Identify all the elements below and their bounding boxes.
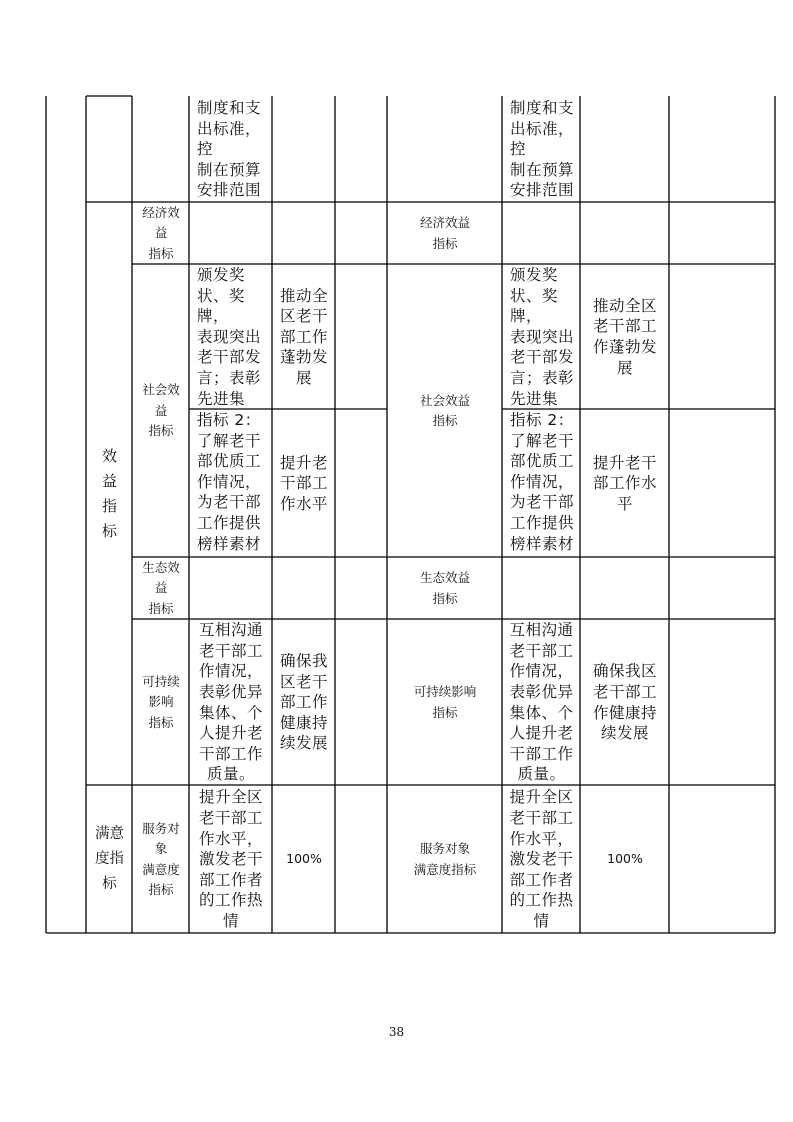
social-item1-content-right: 颁发奖 状、奖牌， 表现突出 老干部发 言；表彰 先进集 (510, 266, 575, 408)
sustainable-content: 互相沟通 老干部工 作情况， 表彰优异 集体、个 人提升老 干部工作 质量。 (198, 621, 263, 784)
benefit-indicator-group: 效 益 指 标 (101, 447, 117, 540)
satisfaction-indicator-label: 服务对 象 满意度 指标 (142, 820, 180, 897)
ecological-indicator-label: 生态效 益 指标 (142, 559, 180, 616)
satisfaction-indicator-label-right: 服务对象 满意度指标 (413, 841, 477, 877)
social-indicator-label: 社会效 益 指标 (142, 382, 180, 439)
social-item2-target: 提升老 干部工 作水平 (279, 453, 328, 513)
sustainable-target: 确保我 区老干 部工作 健康持 续发展 (279, 652, 328, 753)
sustainable-content-right: 互相沟通 老干部工 作情况， 表彰优异 集体、个 人提升老 干部工作 质量。 (509, 621, 574, 784)
satisfaction-indicator-group: 满意 度指 标 (95, 826, 124, 892)
social-item2-content-right: 指标 2： 了解老干 部优质工 作情况， 为老干部 工作提供 榜样素材 (510, 411, 575, 553)
sustainable-indicator-label: 可持续 影响 指标 (142, 673, 180, 730)
satisfaction-content-right: 提升全区 老干部工 作水平， 激发老干 部工作者 的工作热 情 (509, 788, 574, 930)
sustainable-target-right: 确保我区 老干部工 作健康持 续发展 (592, 662, 657, 743)
social-item2-target-right: 提升老干 部工作水 平 (592, 453, 657, 513)
social-item1-content: 颁发奖 状、奖牌， 表现突出 老干部发 言；表彰 先进集 (197, 266, 262, 408)
satisfaction-value-right: 100% (607, 851, 643, 867)
ecological-indicator-label-right: 生态效益 指标 (419, 570, 470, 606)
economic-indicator-label: 经济效 益 指标 (142, 204, 180, 261)
budget-standard-left: 制度和支 出标准，控 制在预算 安排范围 (197, 99, 262, 200)
satisfaction-value: 100% (286, 851, 322, 867)
social-item1-target: 推动全 区老干 部工作 蓬勃发 展 (279, 286, 328, 387)
social-indicator-label-right: 社会效益 指标 (419, 392, 470, 428)
economic-indicator-label-right: 经济效益 指标 (419, 215, 470, 251)
social-item2-content: 指标 2： 了解老干 部优质工 作情况， 为老干部 工作提供 榜样素材 (197, 411, 262, 553)
satisfaction-content: 提升全区 老干部工 作水平， 激发老干 部工作者 的工作热 情 (198, 788, 263, 930)
budget-standard-right: 制度和支 出标准，控 制在预算 安排范围 (510, 99, 575, 200)
page-number: 38 (388, 1025, 405, 1039)
social-item1-target-right: 推动全区 老干部工 作蓬勃发 展 (592, 296, 657, 377)
sustainable-indicator-label-right: 可持续影响 指标 (413, 684, 477, 720)
